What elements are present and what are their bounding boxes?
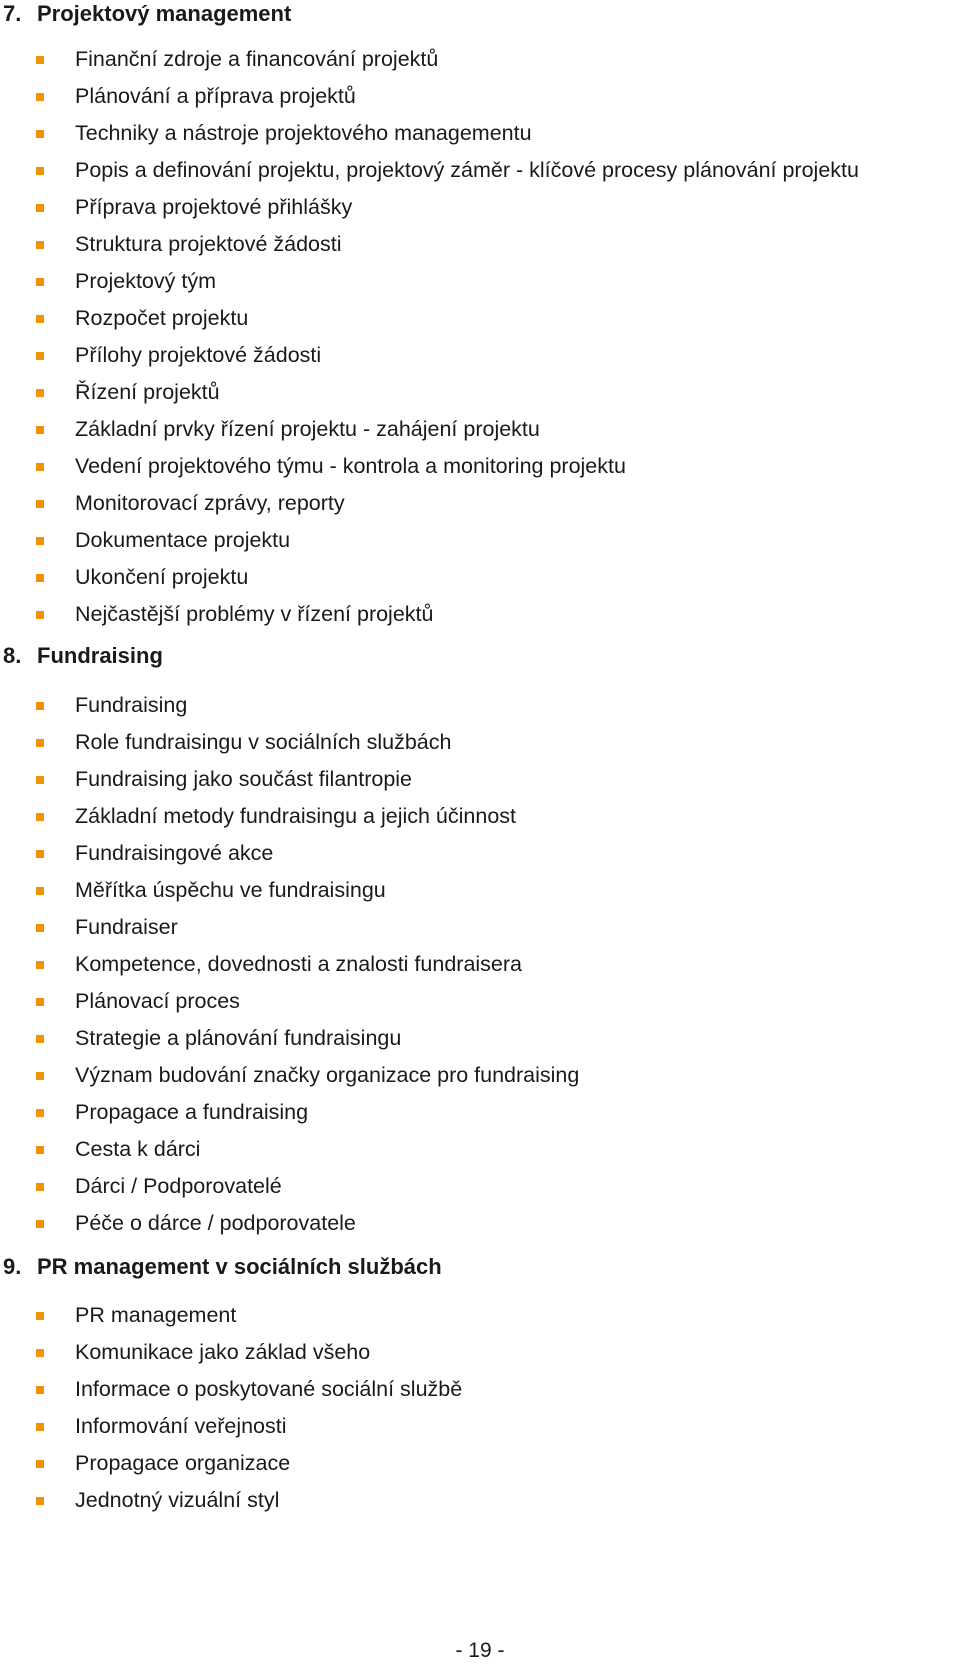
topic-list [0, 1297, 960, 1519]
list-item-text: Kompetence, dovednosti a znalosti fundraisera [75, 952, 522, 976]
list-item [0, 448, 960, 485]
square-bullet-icon [36, 93, 44, 101]
list-item [0, 1482, 960, 1519]
square-bullet-icon [36, 887, 44, 895]
square-bullet-icon [36, 278, 44, 286]
square-bullet-icon [36, 1109, 44, 1117]
section-title: Fundraising [37, 643, 163, 668]
list-item-text: Přílohy projektové žádosti [75, 343, 322, 367]
list-item-text: Fundraisingové akce [75, 841, 274, 865]
square-bullet-icon [36, 130, 44, 138]
section-number: 9. [3, 1254, 22, 1279]
list-item [0, 189, 960, 226]
list-item [0, 1057, 960, 1094]
list-item [0, 1297, 960, 1334]
page-number: - 19 - [455, 1639, 505, 1662]
list-item-text: Řízení projektů [75, 380, 220, 404]
square-bullet-icon [36, 1497, 44, 1505]
list-item [0, 41, 960, 78]
square-bullet-icon [36, 1423, 44, 1431]
topic-list [0, 41, 960, 633]
list-item-text: Dárci / Podporovatelé [75, 1174, 282, 1198]
list-item-text: Komunikace jako základ všeho [75, 1340, 371, 1364]
square-bullet-icon [36, 776, 44, 784]
square-bullet-icon [36, 1349, 44, 1357]
square-bullet-icon [36, 537, 44, 545]
square-bullet-icon [36, 1460, 44, 1468]
list-item-text: Fundraising jako součást filantropie [75, 767, 413, 791]
list-item-text: Techniky a nástroje projektového managementu [75, 121, 532, 145]
square-bullet-icon [36, 204, 44, 212]
list-item [0, 411, 960, 448]
list-item-text: Struktura projektové žádosti [75, 232, 342, 256]
list-item [0, 522, 960, 559]
list-item [0, 1020, 960, 1057]
list-item-text: Jednotný vizuální styl [75, 1488, 280, 1512]
list-item-text: Plánování a příprava projektů [75, 84, 356, 108]
list-item-text: Finanční zdroje a financování projektů [75, 47, 439, 71]
list-item [0, 78, 960, 115]
list-item-text: Monitorovací zprávy, reporty [75, 491, 345, 515]
list-item-text: Nejčastější problémy v řízení projektů [75, 602, 434, 626]
list-item [0, 835, 960, 872]
list-item [0, 761, 960, 798]
list-item [0, 226, 960, 263]
list-item [0, 798, 960, 835]
list-item-text: Vedení projektového týmu - kontrola a monitoring projektu [75, 454, 626, 478]
square-bullet-icon [36, 389, 44, 397]
square-bullet-icon [36, 315, 44, 323]
list-item [0, 1334, 960, 1371]
list-item-text: Základní metody fundraisingu a jejich účinnost [75, 804, 517, 828]
list-item-text: Strategie a plánování fundraisingu [75, 1026, 402, 1050]
square-bullet-icon [36, 1146, 44, 1154]
list-item-text: Plánovací proces [75, 989, 240, 1013]
list-item [0, 1131, 960, 1168]
square-bullet-icon [36, 241, 44, 249]
square-bullet-icon [36, 1072, 44, 1080]
square-bullet-icon [36, 352, 44, 360]
square-bullet-icon [36, 924, 44, 932]
list-item [0, 152, 960, 189]
list-item [0, 1445, 960, 1482]
square-bullet-icon [36, 1220, 44, 1228]
section-heading [0, 642, 163, 670]
square-bullet-icon [36, 463, 44, 471]
list-item [0, 1371, 960, 1408]
list-item-text: Informace o poskytované sociální službě [75, 1377, 463, 1401]
square-bullet-icon [36, 500, 44, 508]
section-number: 8. [3, 643, 22, 668]
list-item-text: Dokumentace projektu [75, 528, 291, 552]
list-item-text: Propagace a fundraising [75, 1100, 309, 1124]
square-bullet-icon [36, 998, 44, 1006]
list-item [0, 1094, 960, 1131]
square-bullet-icon [36, 1183, 44, 1191]
list-item [0, 1408, 960, 1445]
square-bullet-icon [36, 611, 44, 619]
square-bullet-icon [36, 574, 44, 582]
square-bullet-icon [36, 961, 44, 969]
square-bullet-icon [36, 1312, 44, 1320]
square-bullet-icon [36, 167, 44, 175]
list-item [0, 485, 960, 522]
list-item-text: Význam budování značky organizace pro fundraising [75, 1063, 580, 1087]
list-item-text: Cesta k dárci [75, 1137, 201, 1161]
section-title: PR management v sociálních službách [37, 1254, 442, 1279]
square-bullet-icon [36, 850, 44, 858]
section-number: 7. [3, 1, 22, 26]
topic-list [0, 687, 960, 1242]
list-item [0, 983, 960, 1020]
square-bullet-icon [36, 1386, 44, 1394]
square-bullet-icon [36, 739, 44, 747]
list-item [0, 374, 960, 411]
list-item [0, 559, 960, 596]
list-item [0, 909, 960, 946]
square-bullet-icon [36, 813, 44, 821]
list-item-text: Ukončení projektu [75, 565, 249, 589]
square-bullet-icon [36, 1035, 44, 1043]
section-heading [0, 0, 291, 28]
list-item [0, 263, 960, 300]
list-item-text: Fundraising [75, 693, 188, 717]
list-item-text: Role fundraisingu v sociálních službách [75, 730, 452, 754]
list-item [0, 687, 960, 724]
list-item [0, 1205, 960, 1242]
section-title: Projektový management [37, 1, 292, 26]
list-item-text: Projektový tým [75, 269, 216, 293]
list-item [0, 724, 960, 761]
square-bullet-icon [36, 702, 44, 710]
list-item [0, 115, 960, 152]
list-item-text: Příprava projektové přihlášky [75, 195, 353, 219]
list-item-text: Propagace organizace [75, 1451, 291, 1475]
square-bullet-icon [36, 426, 44, 434]
list-item-text: Základní prvky řízení projektu - zahájení projektu [75, 417, 540, 441]
list-item [0, 946, 960, 983]
list-item [0, 596, 960, 633]
list-item-text: Měřítka úspěchu ve fundraisingu [75, 878, 386, 902]
list-item [0, 872, 960, 909]
list-item-text: Rozpočet projektu [75, 306, 249, 330]
list-item-text: PR management [75, 1303, 237, 1327]
list-item [0, 337, 960, 374]
section-heading [0, 1253, 442, 1281]
square-bullet-icon [36, 56, 44, 64]
list-item [0, 300, 960, 337]
list-item-text: Popis a definování projektu, projektový záměr - klíčové procesy plánování projektu [75, 158, 859, 182]
list-item-text: Informování veřejnosti [75, 1414, 287, 1438]
list-item-text: Fundraiser [75, 915, 178, 939]
list-item [0, 1168, 960, 1205]
list-item-text: Péče o dárce / podporovatele [75, 1211, 356, 1235]
